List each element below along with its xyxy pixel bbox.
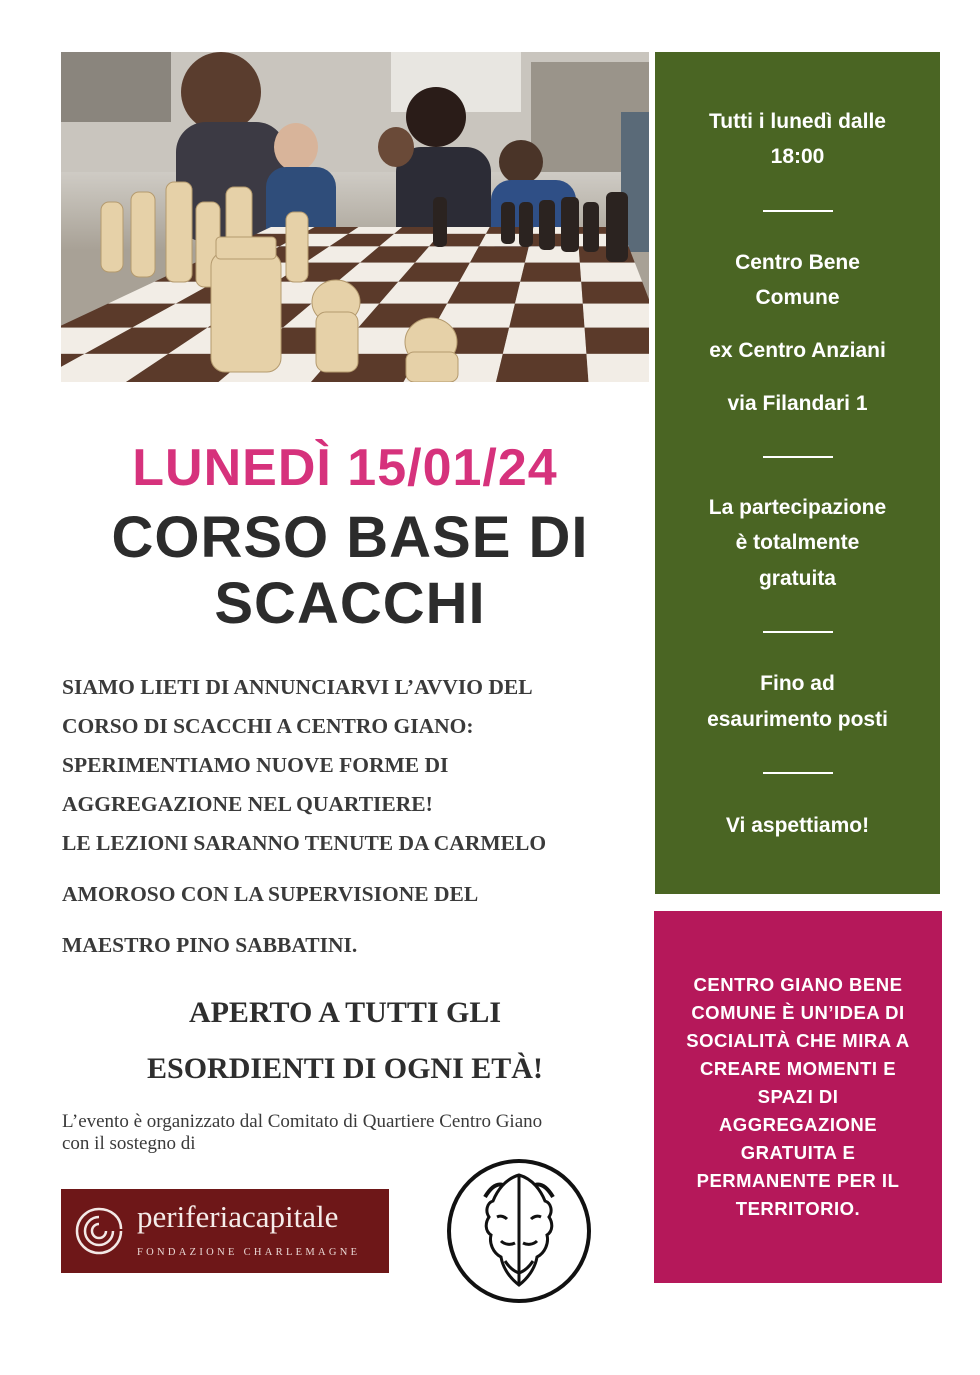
organizer-note — [62, 1111, 662, 1155]
mission-text — [662, 971, 934, 1223]
organizer-line-1: L’evento è organizzato dal Comitato di Quartiere Centro Giano — [62, 1111, 543, 1132]
logo-subtitle: FONDAZIONE CHARLEMAGNE — [137, 1247, 361, 1258]
chess-class-photo — [61, 52, 649, 382]
intro-line: MAESTRO PINO SABBATINI. — [62, 933, 358, 957]
divider — [763, 456, 833, 458]
course-title — [30, 505, 670, 637]
open-call-line-1: APERTO A TUTTI GLI — [188, 996, 502, 1029]
board-square — [459, 263, 525, 282]
venue-line-1: Centro Bene — [735, 251, 860, 274]
mission-line: TERRITORIO. — [735, 1198, 861, 1219]
board-square — [447, 282, 520, 304]
intro-paragraph — [62, 668, 652, 965]
mission-line: SPAZI DI — [757, 1086, 839, 1107]
organizer-line-2: con il sostegno di — [62, 1133, 196, 1154]
course-title-line-1: CORSO BASE DI — [111, 505, 589, 570]
venue-line-2: Comune — [755, 286, 840, 309]
board-square — [581, 282, 649, 304]
janus-emblem-icon — [445, 1157, 593, 1305]
open-call-heading — [60, 985, 630, 1097]
board-square — [503, 328, 587, 354]
schedule-text: Tutti i lunedì dalle 18:00 — [709, 110, 886, 168]
board-square — [509, 304, 584, 328]
intro-line: AMOROSO CON LA SUPERVISIONE DEL — [62, 882, 479, 906]
mission-line: CREARE MOMENTI E — [699, 1058, 897, 1079]
intro-line: SIAMO LIETI DI ANNUNCIARVI L’AVVIO DEL — [62, 675, 533, 699]
board-square — [515, 282, 583, 304]
periferiacapitale-logo — [61, 1189, 389, 1273]
intro-line: LE LEZIONI SARANNO TENUTE DA CARMELO — [62, 831, 547, 855]
mission-line: GRATUITA E — [740, 1142, 856, 1163]
board-square — [470, 246, 529, 262]
divider — [763, 772, 833, 774]
address-text: via Filandari 1 — [727, 392, 868, 415]
closing-text: Vi aspettiamo! — [725, 814, 870, 837]
event-date-title: LUNEDÌ 15/01/24 — [132, 439, 558, 497]
fee-line-1: La partecipazione — [708, 496, 887, 519]
board-square — [440, 227, 490, 234]
open-call-line-2: ESORDIENTI DI OGNI ETÀ! — [147, 1052, 543, 1085]
mission-panel — [654, 911, 942, 1283]
mission-line: AGGREGAZIONE — [718, 1114, 878, 1135]
mission-line: PERMANENTE PER IL — [696, 1170, 900, 1191]
mission-line: COMUNE È UN’IDEA DI — [691, 1002, 905, 1023]
chess-photo-illustration — [61, 52, 649, 382]
seats-line-1: Fino ad — [760, 672, 835, 695]
board-square — [583, 304, 649, 328]
intro-line: CORSO DI SCACCHI A CENTRO GIANO: — [62, 714, 474, 738]
venue-former-name: ex Centro Anziani — [709, 339, 886, 362]
course-title-line-2: SCACCHI — [214, 571, 486, 636]
board-square — [496, 354, 589, 382]
divider — [763, 631, 833, 633]
intro-line: AGGREGAZIONE NEL QUARTIERE! — [62, 792, 433, 816]
logo-name: periferiacapitale — [137, 1199, 339, 1234]
event-info-panel — [655, 52, 940, 894]
divider — [763, 210, 833, 212]
intro-line: SPERIMENTIAMO NUOVE FORME DI — [62, 753, 449, 777]
fee-line-3: gratuita — [758, 567, 836, 590]
board-square — [586, 354, 649, 382]
board-square — [580, 263, 642, 282]
board-square — [520, 263, 581, 282]
fee-line-2: è totalmente — [735, 531, 860, 554]
swirl-icon — [71, 1203, 127, 1259]
mission-line: SOCIALITÀ CHE MIRA A — [686, 1030, 910, 1051]
seats-line-2: esaurimento posti — [707, 708, 888, 731]
mission-line: CENTRO GIANO BENE — [693, 974, 903, 995]
board-square — [585, 328, 649, 354]
